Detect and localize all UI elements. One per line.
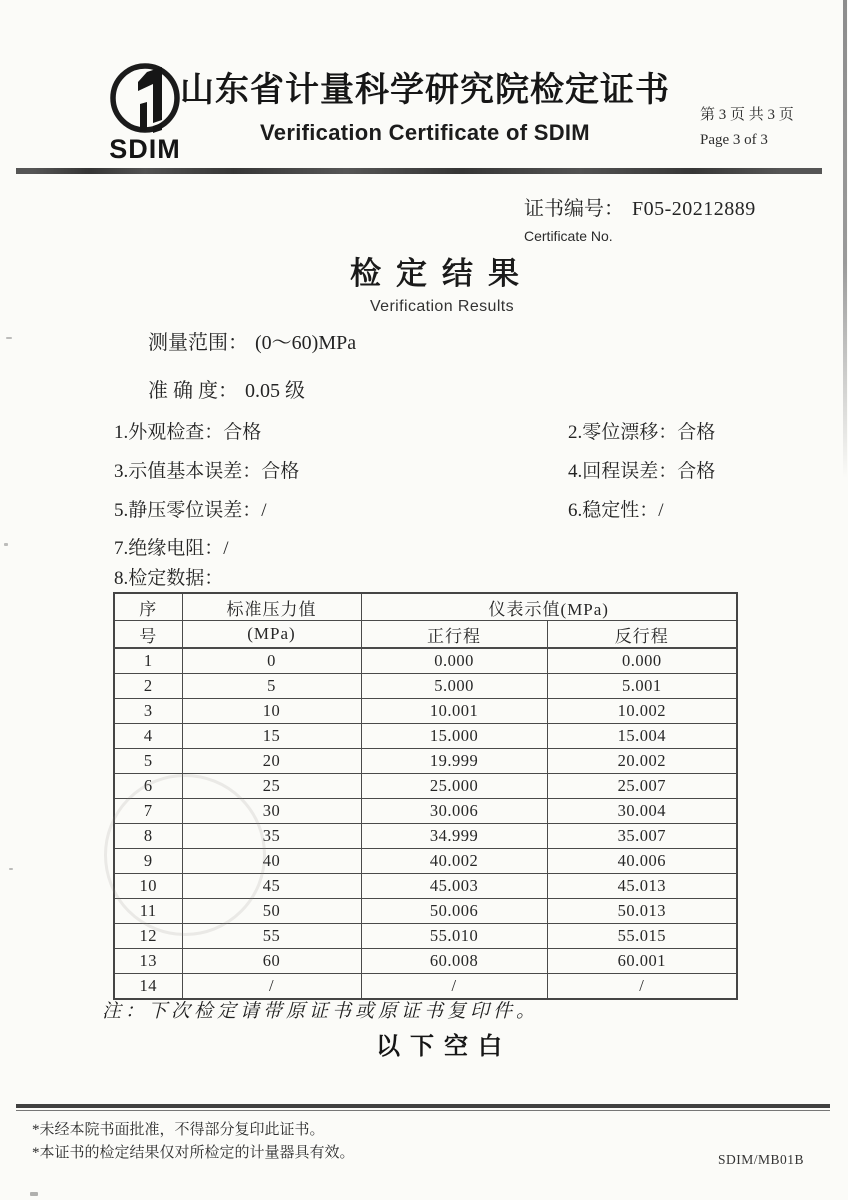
table-row bbox=[114, 724, 737, 749]
cell-reverse-value: 45.013 bbox=[547, 874, 737, 899]
header-divider bbox=[16, 168, 822, 174]
cell-standard-pressure: 5 bbox=[182, 674, 361, 699]
page-title-cn: 山东省计量科学研究院检定证书 bbox=[180, 72, 670, 109]
cell-standard-pressure: 50 bbox=[182, 899, 361, 924]
cell-forward-value: 30.006 bbox=[361, 799, 547, 824]
cell-reverse-value: 40.006 bbox=[547, 849, 737, 874]
item-insulation-resistance: 7.绝缘电阻：/ bbox=[114, 538, 229, 559]
cell-reverse-value: 20.002 bbox=[547, 749, 737, 774]
cell-reverse-value: 50.013 bbox=[547, 899, 737, 924]
cell-standard-pressure: / bbox=[182, 974, 361, 1000]
reverification-note: 注：下次检定请带原证书或原证书复印件。 bbox=[102, 1001, 540, 1022]
table-header-row-2 bbox=[114, 621, 737, 649]
accuracy-line bbox=[148, 374, 305, 403]
col-seq-bottom: 号 bbox=[114, 621, 182, 649]
table-row bbox=[114, 648, 737, 674]
cell-reverse-value: 10.002 bbox=[547, 699, 737, 724]
scan-speck bbox=[4, 543, 8, 546]
footer-note-2: *本证书的检定结果仅对所检定的计量器具有效。 bbox=[32, 1144, 355, 1161]
col-seq-top: 序 bbox=[114, 593, 182, 621]
item-hysteresis-error: 4.回程误差：合格 bbox=[568, 461, 716, 482]
cell-seq: 9 bbox=[114, 849, 182, 874]
item-appearance-check: 1.外观检查：合格 bbox=[114, 422, 262, 443]
form-code: SDIM/MB01B bbox=[718, 1152, 805, 1167]
cell-forward-value: 55.010 bbox=[361, 924, 547, 949]
cell-seq: 3 bbox=[114, 699, 182, 724]
sdim-logo-label: SDIM bbox=[109, 134, 181, 164]
table-row bbox=[114, 949, 737, 974]
cell-standard-pressure: 25 bbox=[182, 774, 361, 799]
cell-standard-pressure: 40 bbox=[182, 849, 361, 874]
cell-forward-value: 50.006 bbox=[361, 899, 547, 924]
header-titles bbox=[160, 62, 690, 146]
certificate-number-label: 证书编号： bbox=[524, 198, 624, 220]
cell-reverse-value: 60.001 bbox=[547, 949, 737, 974]
cell-standard-pressure: 45 bbox=[182, 874, 361, 899]
cell-seq: 1 bbox=[114, 648, 182, 674]
table-row bbox=[114, 674, 737, 699]
cell-standard-pressure: 10 bbox=[182, 699, 361, 724]
cell-standard-pressure: 30 bbox=[182, 799, 361, 824]
cell-standard-pressure: 15 bbox=[182, 724, 361, 749]
results-title-cn: 检定结果 bbox=[350, 256, 534, 291]
blank-below-label: 以下空白 bbox=[376, 1034, 512, 1060]
cell-seq: 11 bbox=[114, 899, 182, 924]
page-number-en: Page 3 of 3 bbox=[700, 131, 768, 148]
certificate-number-line bbox=[524, 192, 756, 221]
cell-seq: 10 bbox=[114, 874, 182, 899]
scan-edge-shadow bbox=[843, 0, 847, 478]
cell-reverse-value: 35.007 bbox=[547, 824, 737, 849]
cell-seq: 4 bbox=[114, 724, 182, 749]
cell-seq: 14 bbox=[114, 974, 182, 1000]
cell-forward-value: / bbox=[361, 974, 547, 1000]
page-title-en: Verification Certificate of SDIM bbox=[260, 120, 590, 145]
certificate-number-label-en: Certificate No. bbox=[524, 228, 613, 244]
cell-reverse-value: 15.004 bbox=[547, 724, 737, 749]
cell-forward-value: 15.000 bbox=[361, 724, 547, 749]
accuracy-label: 准 确 度： bbox=[148, 380, 238, 402]
scan-speck bbox=[9, 868, 13, 870]
table-row bbox=[114, 749, 737, 774]
cell-standard-pressure: 20 bbox=[182, 749, 361, 774]
item-zero-drift: 2.零位漂移：合格 bbox=[568, 422, 716, 443]
cell-forward-value: 10.001 bbox=[361, 699, 547, 724]
cell-forward-value: 5.000 bbox=[361, 674, 547, 699]
cell-seq: 12 bbox=[114, 924, 182, 949]
table-header-row-1 bbox=[114, 593, 737, 621]
certificate-number-value: F05-20212889 bbox=[632, 198, 756, 220]
cell-seq: 5 bbox=[114, 749, 182, 774]
cell-forward-value: 0.000 bbox=[361, 648, 547, 674]
col-forward-stroke: 正行程 bbox=[361, 621, 547, 649]
faint-stamp-mark bbox=[104, 774, 266, 936]
cell-forward-value: 19.999 bbox=[361, 749, 547, 774]
footer-divider-thin bbox=[16, 1110, 830, 1111]
cell-forward-value: 40.002 bbox=[361, 849, 547, 874]
table-row bbox=[114, 699, 737, 724]
scan-speck bbox=[6, 337, 12, 339]
cell-standard-pressure: 0 bbox=[182, 648, 361, 674]
page-number-cn: 第 3 页 共 3 页 bbox=[700, 107, 794, 123]
cell-standard-pressure: 60 bbox=[182, 949, 361, 974]
page-number bbox=[700, 103, 830, 153]
cell-forward-value: 45.003 bbox=[361, 874, 547, 899]
cell-reverse-value: 5.001 bbox=[547, 674, 737, 699]
cell-forward-value: 25.000 bbox=[361, 774, 547, 799]
footer-note-1: *未经本院书面批准，不得部分复印此证书。 bbox=[32, 1122, 325, 1138]
cell-reverse-value: 30.004 bbox=[547, 799, 737, 824]
cell-seq: 6 bbox=[114, 774, 182, 799]
measuring-range-label: 测量范围： bbox=[148, 332, 248, 354]
cell-seq: 8 bbox=[114, 824, 182, 849]
col-reverse-stroke: 反行程 bbox=[547, 621, 737, 649]
footer-divider-thick bbox=[16, 1104, 830, 1108]
results-heading bbox=[0, 248, 848, 316]
cell-reverse-value: / bbox=[547, 974, 737, 1000]
cell-forward-value: 34.999 bbox=[361, 824, 547, 849]
accuracy-value: 0.05 级 bbox=[245, 380, 305, 402]
col-standard-pressure-unit: (MPa) bbox=[182, 621, 361, 649]
measuring-range-value: (0～60)MPa bbox=[255, 332, 357, 354]
cell-standard-pressure: 55 bbox=[182, 924, 361, 949]
col-standard-pressure-top: 标准压力值 bbox=[182, 593, 361, 621]
cell-seq: 13 bbox=[114, 949, 182, 974]
item-stability: 6.稳定性：/ bbox=[568, 500, 664, 521]
cell-seq: 7 bbox=[114, 799, 182, 824]
certificate-number-block bbox=[524, 192, 756, 244]
footer-notes bbox=[32, 1119, 355, 1164]
measuring-range-line bbox=[148, 326, 356, 355]
results-title-en: Verification Results bbox=[369, 298, 515, 315]
cell-standard-pressure: 35 bbox=[182, 824, 361, 849]
col-indication-top: 仪表示值(MPa) bbox=[361, 593, 737, 621]
cell-reverse-value: 0.000 bbox=[547, 648, 737, 674]
cell-reverse-value: 55.015 bbox=[547, 924, 737, 949]
item-basic-error: 3.示值基本误差：合格 bbox=[114, 461, 300, 482]
item-verification-data: 8.检定数据： bbox=[114, 568, 224, 589]
cell-reverse-value: 25.007 bbox=[547, 774, 737, 799]
scan-speck bbox=[30, 1192, 38, 1196]
cell-seq: 2 bbox=[114, 674, 182, 699]
item-static-zero-error: 5.静压零位误差：/ bbox=[114, 500, 267, 521]
cell-forward-value: 60.008 bbox=[361, 949, 547, 974]
